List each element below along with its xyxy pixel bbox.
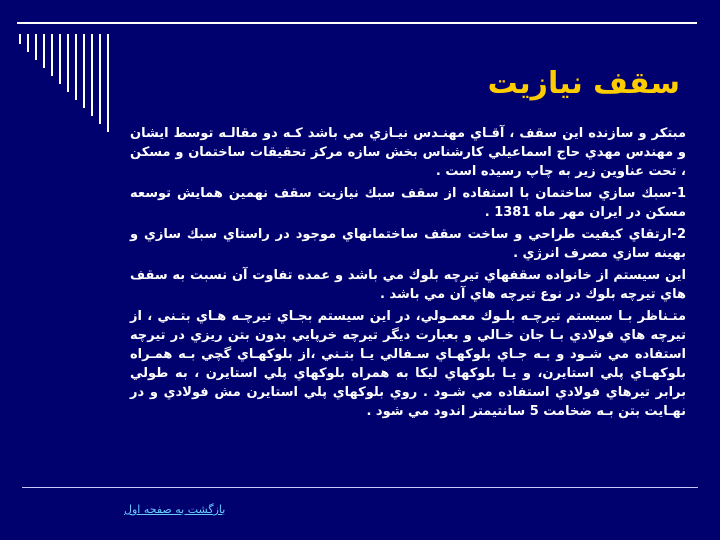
deco-bar <box>51 34 53 76</box>
slide-title: سقف نيازيت <box>487 66 680 101</box>
deco-bar <box>67 34 69 92</box>
deco-bar <box>19 34 21 44</box>
deco-bar <box>99 34 101 124</box>
deco-bar <box>83 34 85 108</box>
article-one-paragraph: 1-سبك سازي ساختمان با استفاده از سقف سبك نيازيت سقف نهمين همايش توسعه مسكن در ايران مهر ماه 1381 . <box>130 186 686 220</box>
deco-bar <box>107 34 109 132</box>
slide-body <box>130 124 686 424</box>
decorative-bars <box>17 34 117 134</box>
deco-bar <box>43 34 45 68</box>
deco-bar <box>35 34 37 60</box>
top-divider <box>17 22 697 24</box>
deco-bar <box>75 34 77 100</box>
system-description-paragraph: متـناظر بـا سيستم تيرچـه بلـوك معمـولي، در اين سيستم بجـاي تيرچـه هـاي بتـني ، از تيرچه هاي فولادي بـا جان خـالي و بعبارت ديگر تيرچه خرپايي بدون بتن ريزي در تيرچه استفاده مي شـود و بـه جـاي بلوكهـاي سـفالي يـا بتـني ،از بلوكهـاي گچي بـه همـراه بلوكهـاي پلي استايرن، و يـا بلوكهاي ليكا به همراه بلوكهاي پلي استايرن ، به طولي برابر تيرهاي فولادي استفاده مي شـود . روي بلوكهاي پلي استايرن مش فولادي و در نهـايت بتن بـه ضخامت 5 سانتيمتر اندود مي شود . <box>130 309 686 419</box>
system-family-paragraph: اين سيستم از خانواده سقفهاي تيرچه بلوك مي باشد و عمده تفاوت آن نسبت به سقف هاي تيرچه بلوك در نوع تيرچه هاي آن مي باشد . <box>130 268 686 302</box>
back-to-first-page-link[interactable]: بازگشت به صفحه اول <box>124 503 226 516</box>
deco-bar <box>59 34 61 84</box>
deco-bar <box>91 34 93 116</box>
bottom-divider <box>22 487 698 488</box>
article-two-paragraph: 2-ارتقاي كيفيت طراحي و ساخت سقف ساختمانهاي موجود در راستاي سبك سازي و بهينه سازي مصرف انرژي . <box>130 227 686 261</box>
intro-paragraph: مبتكر و سازنده اين سقف ، آقـاي مهنـدس نيـازي مي باشد كـه دو مقالـه توسط ايشان و مهندس مهدي حاج اسماعيلي كارشناس بخش سازه مركز تحقيقات ساختمان و مسكن ، تحت عناوين زير به چاپ رسيده است . <box>130 126 686 179</box>
deco-bar <box>27 34 29 52</box>
